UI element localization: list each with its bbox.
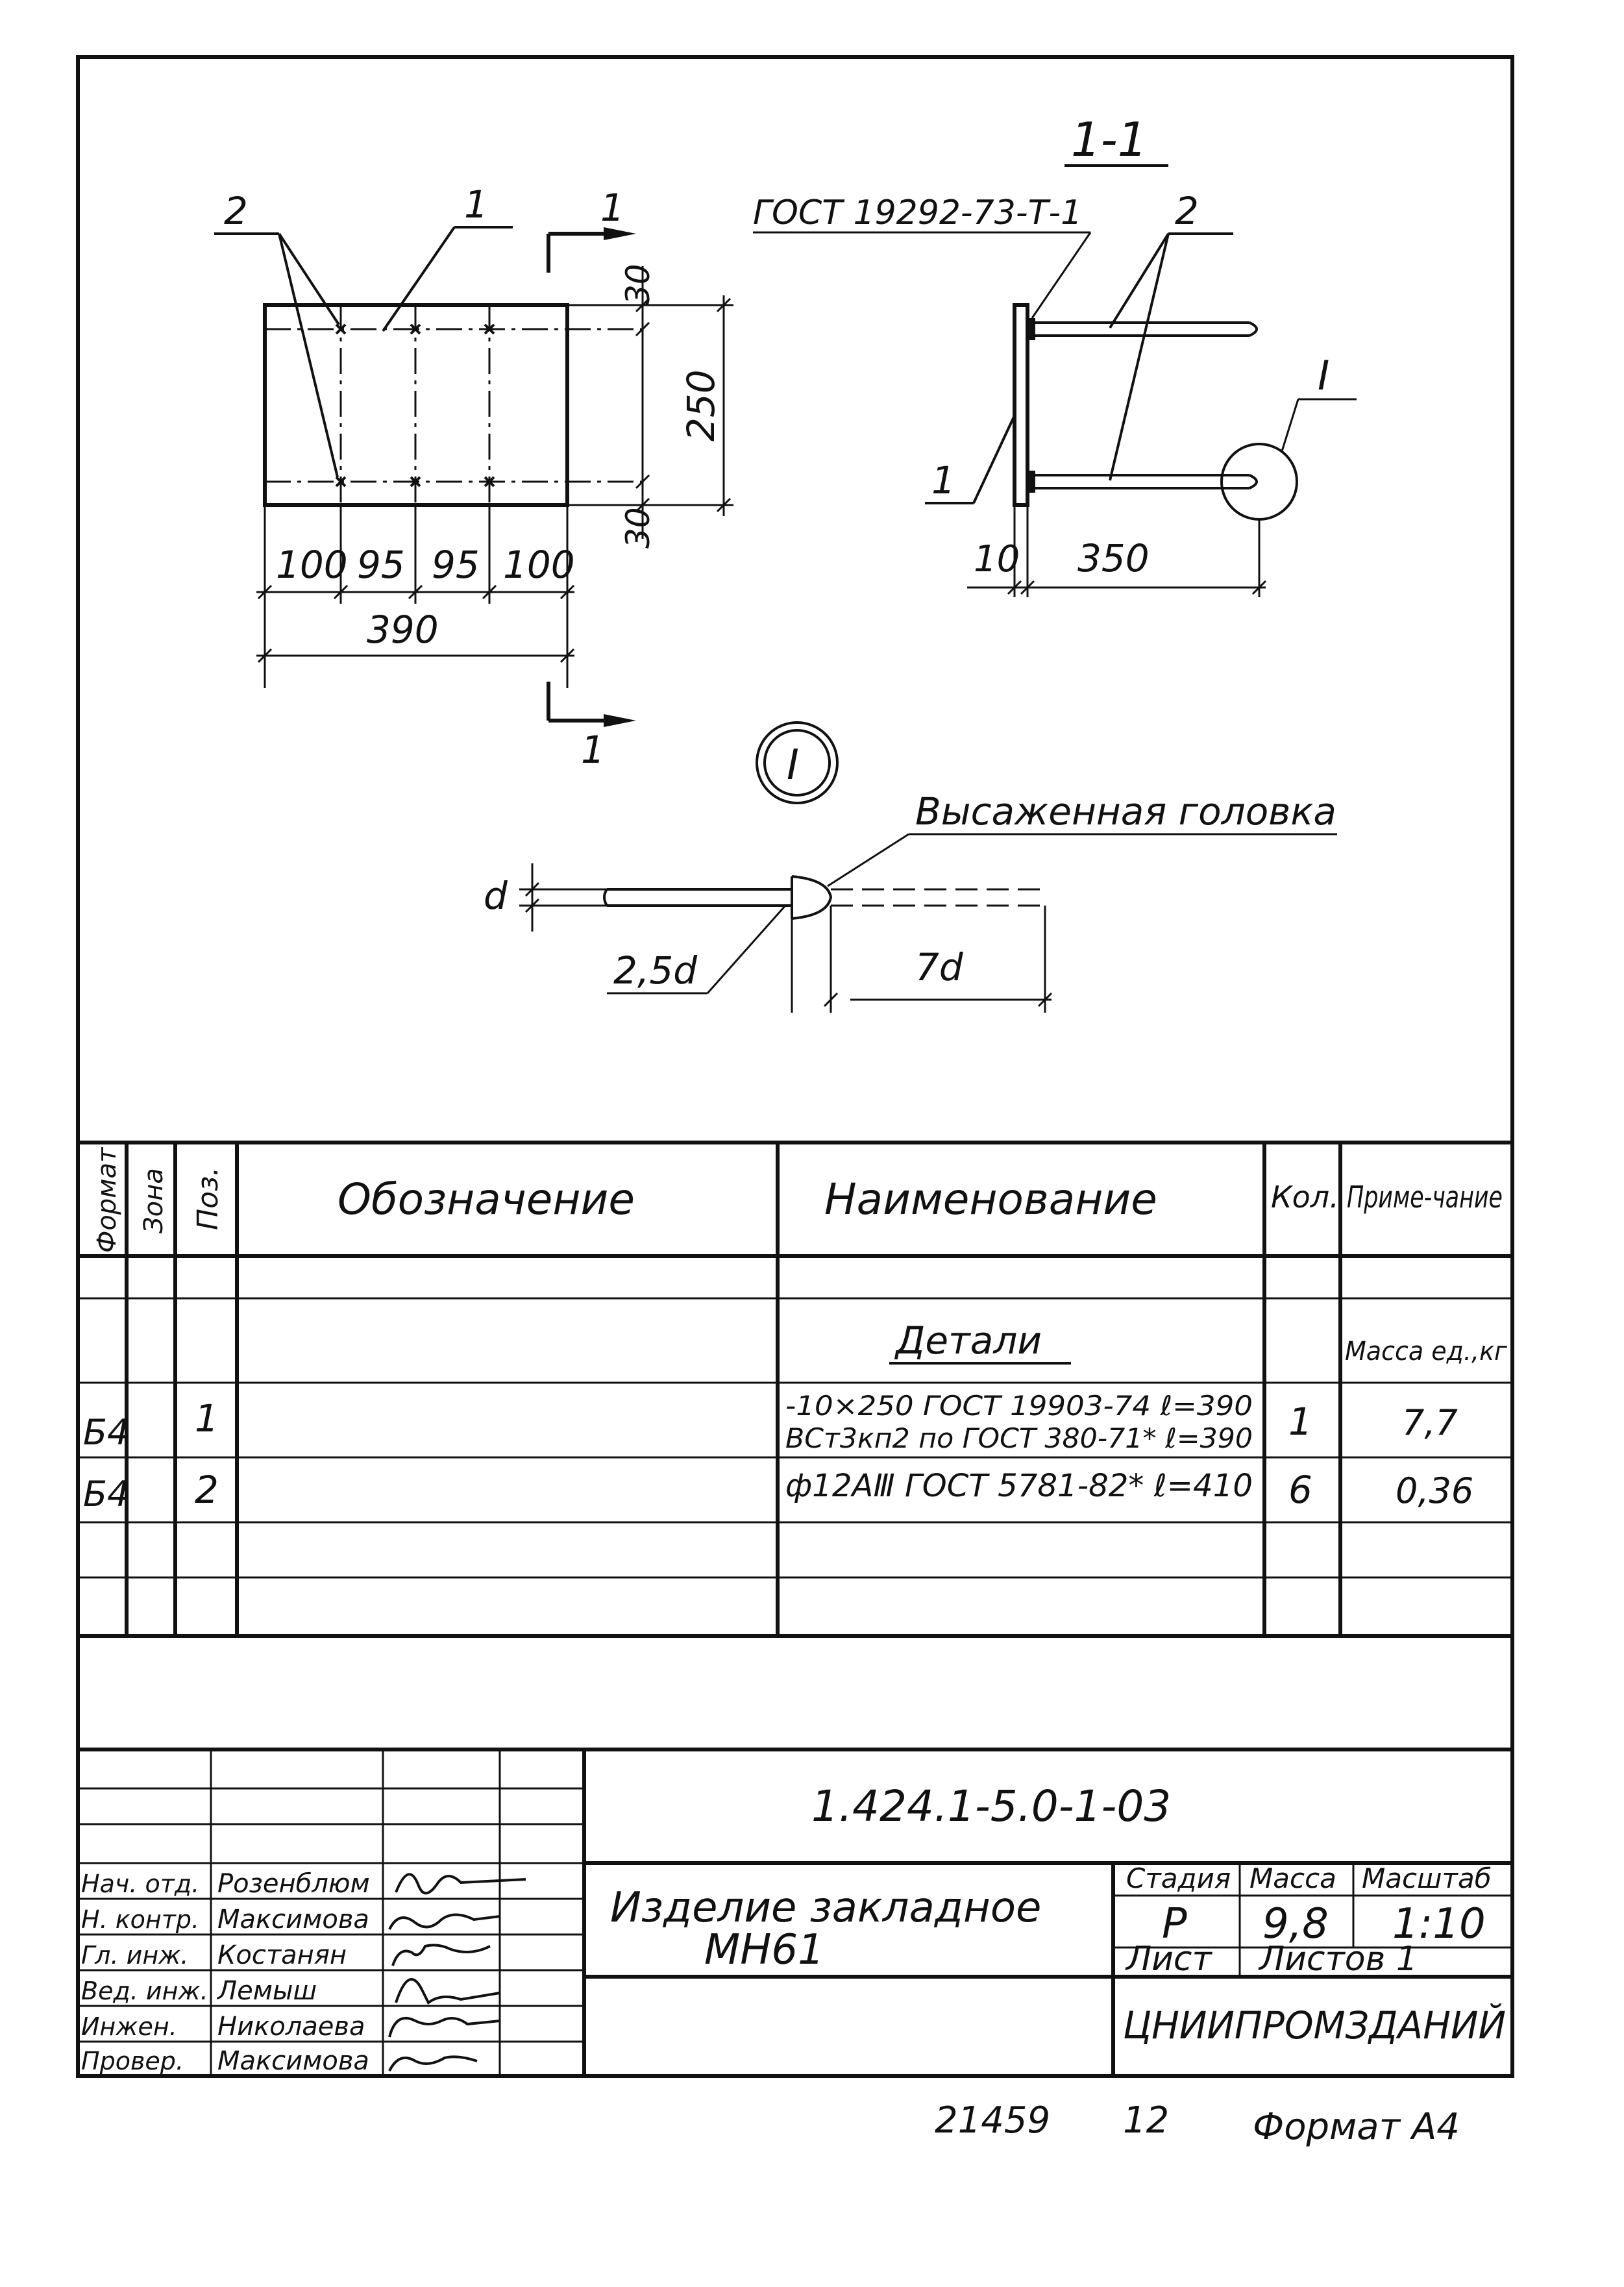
dim-95-b: 95 — [432, 543, 480, 587]
cut-label-top: 1 — [600, 186, 624, 230]
plan-horizontal-dims — [256, 505, 574, 688]
signature-2 — [389, 1915, 500, 1930]
dim-10: 10 — [974, 538, 1020, 580]
section-pos1-label: 1 — [931, 458, 955, 502]
row-qty: 1 — [1288, 1400, 1312, 1444]
header-qty: Кол. — [1271, 1180, 1339, 1215]
plan-pos1-label: 1 — [464, 182, 488, 227]
scale-label: Масштаб — [1362, 1862, 1492, 1894]
section-leaders — [925, 234, 1233, 503]
head-label-leader — [828, 834, 909, 886]
dim-top-30: 30 — [619, 264, 657, 305]
header-pos: Поз. — [191, 1167, 225, 1230]
header-note: Приме-чание — [1347, 1180, 1503, 1215]
mass-unit-header: Масса ед.,кг — [1345, 1337, 1508, 1366]
plan-view — [214, 182, 733, 772]
row-format: Б4 — [83, 1412, 130, 1453]
sheet-label: Лист — [1126, 1940, 1212, 1979]
row-note: 0,36 — [1396, 1470, 1474, 1511]
dim-bottom-30: 30 — [619, 507, 657, 549]
signature-4 — [396, 1979, 500, 2003]
section-plate — [1015, 305, 1027, 505]
row-note: 7,7 — [1402, 1402, 1458, 1443]
head-label: Высаженная головка — [915, 789, 1336, 834]
item-name-line1: Изделие закладное — [610, 1884, 1042, 1932]
drawing-code: 1.424.1-5.0-1-03 — [811, 1781, 1172, 1831]
row-qty: 6 — [1288, 1468, 1312, 1512]
detail-leader — [1282, 399, 1298, 451]
name-chief-engineer: Костанян — [217, 1940, 347, 1970]
mass-value: 9,8 — [1262, 1900, 1329, 1948]
gost-weld-leader — [1032, 232, 1090, 318]
role-checker: Провер. — [81, 2047, 184, 2075]
dim-7d: 7d — [915, 945, 963, 989]
row-name-line1: -10×250 ГОСТ 19903-74 ℓ=390 — [785, 1390, 1253, 1422]
dim-100-left: 100 — [276, 543, 348, 587]
title-block — [78, 1749, 1512, 2076]
role-chief-engineer: Гл. инж. — [81, 1941, 189, 1970]
spec-row-1 — [83, 1390, 1458, 1454]
detail-stud — [604, 876, 831, 919]
item-name-line2: МН61 — [704, 1926, 824, 1974]
header-format: Формат — [92, 1147, 122, 1253]
signature-3 — [393, 1945, 490, 1966]
section-view — [753, 112, 1357, 597]
inventory-number: 21459 — [935, 2099, 1051, 2142]
format-label: Формат А4 — [1253, 2106, 1460, 2148]
scale-value: 1:10 — [1392, 1900, 1486, 1948]
role-head-dept: Нач. отд. — [81, 1870, 200, 1898]
name-engineer: Николаева — [217, 2012, 365, 2042]
role-engineer: Инжен. — [81, 2012, 177, 2041]
section-pos2-label: 2 — [1175, 189, 1199, 233]
cut-mark-top — [548, 234, 607, 273]
plan-pos2-label: 2 — [224, 189, 248, 233]
stage-value: Р — [1162, 1900, 1187, 1948]
row-format: Б4 — [83, 1474, 130, 1514]
detail-view — [484, 723, 1337, 1013]
role-lead-engineer: Вед. инж. — [81, 1977, 208, 2005]
header-designation: Обозначение — [338, 1174, 635, 1224]
dim-d: d — [484, 874, 508, 918]
name-checker: Максимова — [217, 2046, 369, 2076]
dim-2-5d: 2,5d — [613, 948, 698, 993]
detail-mark-label: I — [787, 741, 799, 789]
mass-label: Масса — [1249, 1862, 1336, 1894]
cut-label-bottom: 1 — [581, 728, 605, 772]
name-head-dept: Розенблюм — [217, 1869, 370, 1899]
section-details-title: Детали — [896, 1318, 1042, 1363]
row-pos: 2 — [195, 1468, 219, 1512]
spec-table — [78, 1143, 1512, 1636]
signature-6 — [389, 2057, 477, 2071]
section-title: 1-1 — [1071, 112, 1148, 167]
detail-hidden-lines — [831, 889, 1045, 906]
organization: ЦНИИПРОМЗДАНИЙ — [1123, 2003, 1514, 2047]
detail-ref-label: I — [1318, 352, 1330, 399]
name-norm-control: Максимова — [217, 1905, 369, 1935]
stage-label: Стадия — [1126, 1862, 1231, 1894]
name-lead-engineer: Лемыш — [217, 1976, 317, 2006]
sheets-label: Листов 1 — [1259, 1940, 1418, 1979]
row-name-line1: ф12АⅢ ГОСТ 5781-82* ℓ=410 — [785, 1468, 1253, 1504]
dim-100-right: 100 — [503, 543, 575, 587]
row-name-line2: ВСт3кп2 по ГОСТ 380-71* ℓ=390 — [785, 1422, 1253, 1454]
dim-95-a: 95 — [357, 543, 405, 587]
sheet-frame — [78, 57, 1512, 2076]
row-pos: 1 — [195, 1396, 219, 1440]
plan-leaders — [214, 227, 513, 477]
page-number: 12 — [1123, 2099, 1170, 2142]
dim-250: 250 — [679, 369, 723, 441]
signature-5 — [389, 2018, 500, 2037]
signature-1 — [396, 1874, 526, 1893]
dim-350: 350 — [1077, 536, 1150, 580]
detail-circle — [1222, 444, 1297, 519]
role-norm-control: Н. контр. — [81, 1905, 200, 1934]
weld-top — [1027, 318, 1035, 340]
cut-mark-bottom — [548, 682, 607, 721]
cut-arrow-bottom — [604, 714, 636, 727]
header-zone: Зона — [139, 1168, 169, 1233]
weld-bottom — [1027, 471, 1035, 493]
gost-weld-label: ГОСТ 19292-73-Т-1 — [753, 193, 1083, 232]
detail-dims — [519, 863, 1052, 1013]
header-name: Наименование — [824, 1174, 1157, 1224]
dim-390: 390 — [367, 608, 439, 652]
